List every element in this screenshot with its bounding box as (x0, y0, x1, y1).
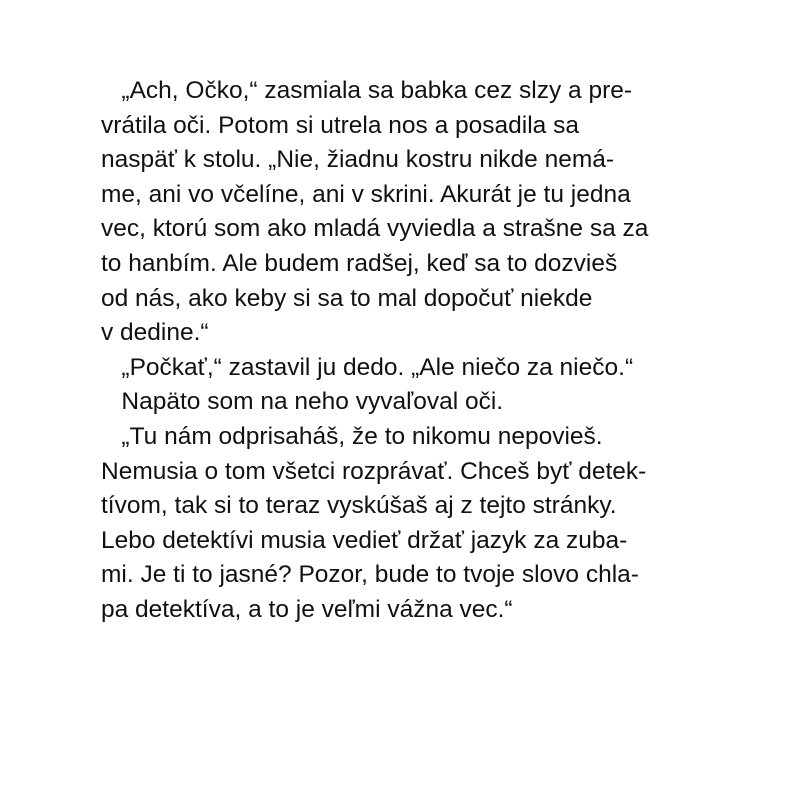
text-line: „Počkať,“ zastavil ju dedo. „Ale niečo za niečo.“ (101, 353, 634, 381)
text-line: vrátila oči. Potom si utrela nos a posadila sa (101, 111, 579, 139)
text-line: tívom, tak si to teraz vyskúšaš aj z tejto stránky. (101, 492, 617, 520)
text-line: naspäť k stolu. „Nie, žiadnu kostru nikde nemá- (101, 146, 615, 174)
text-line: me, ani vo včelíne, ani v skrini. Akurát je tu jedna (101, 180, 631, 208)
text-line: mi. Je ti to jasné? Pozor, bude to tvoje slovo chla- (101, 561, 639, 589)
text-line: vec, ktorú som ako mladá vyviedla a strašne sa za (101, 215, 649, 243)
text-line: pa detektíva, a to je veľmi vážna vec.“ (101, 595, 513, 623)
text-line: to hanbím. Ale budem radšej, keď sa to dozvieš (101, 249, 618, 277)
text-line: od nás, ako keby si sa to mal dopočuť niekde (101, 284, 593, 312)
text-line: v dedine.“ (101, 319, 209, 347)
text-line: „Tu nám odprisaháš, že to nikomu nepovieš. (101, 422, 603, 450)
text-line: Lebo detektívi musia vedieť držať jazyk za zuba- (101, 526, 628, 554)
text-line: Napäto som na neho vyvaľoval oči. (101, 388, 504, 416)
text-line: Nemusia o tom všetci rozprávať. Chceš byť detek- (101, 457, 647, 485)
text-line: „Ach, Očko,“ zasmiala sa babka cez slzy a pre- (101, 77, 633, 104)
page-text (101, 74, 701, 628)
